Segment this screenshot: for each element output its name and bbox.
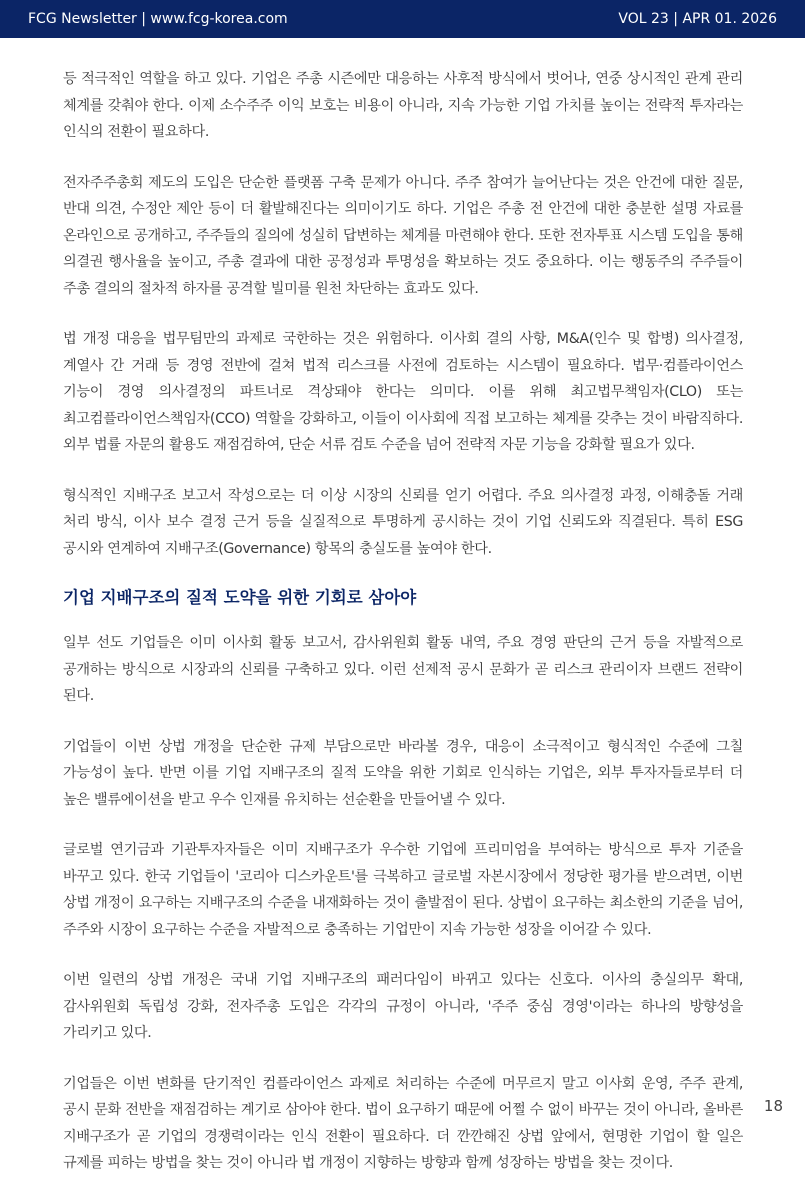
paragraph: 형식적인 지배구조 보고서 작성으로는 더 이상 시장의 신뢰를 얻기 어렵다. 주요 의사결정 과정, 이해충돌 거래 처리 방식, 이사 보수 결정 근거 등을 실질적으로 투명하게 공시하는 것이 기업 신뢰도와 직결된다. 특히 ESG 공시와 연계하여 지배구조(Governance) 항목의 충실도를 높여야 한다. [63, 487, 743, 557]
paragraph: 등 적극적인 역할을 하고 있다. 기업은 주총 시즌에만 대응하는 사후적 방식에서 벗어나, 연중 상시적인 관계 관리 체계를 갖춰야 한다. 이제 소수주주 이익 보호는 비용이 아니라, 지속 가능한 기업 가치를 높이는 전략적 투자라는 인식의 전환이 필요하다. [63, 71, 743, 140]
section-heading: 기업 지배구조의 질적 도약을 위한 기회로 삼아야 [63, 588, 417, 607]
publication-title: FCG Newsletter | www.fcg-korea.com [28, 11, 288, 27]
paragraph: 기업들은 이번 변화를 단기적인 컴플라이언스 과제로 처리하는 수준에 머무르지 말고 이사회 운영, 주주 관계, 공시 문화 전반을 재점검하는 계기로 삼아야 한다. 법이 요구하기 때문에 어쩔 수 없이 바꾸는 것이 아니라, 올바른 지배구조가 곧 기업의 경쟁력이라는 인식 전환이 필요하다. 더 깐깐해진 상법 앞에서, 현명한 기업이 할 일은 규제를 피하는 방법을 찾는 것이 아니라 법 개정이 지향하는 방향과 함께 성장하는 방법을 찾는 것이다. [63, 1075, 743, 1171]
paragraph: 법 개정 대응을 법무팀만의 과제로 국한하는 것은 위험하다. 이사회 결의 사항, M&A(인수 및 합병) 의사결정, 계열사 간 거래 등 경영 전반에 걸쳐 법적 리스크를 사전에 검토하는 시스템이 필요하다. 법무·컴플라이언스 기능이 경영 의사결정의 파트너로 격상돼야 한다는 의미다. 이를 위해 최고법무책임자(CLO) 또는 최고컴플라이언스책임자(CCO) 역할을 강화하고, 이들이 이사회에 직접 보고하는 체계를 갖추는 것이 바람직하다. 외부 법률 자문의 활용도 재점검하여, 단순 서류 검토 수준을 넘어 전략적 자문 기능을 강화할 필요가 있다. [63, 331, 743, 453]
paragraph: 전자주주총회 제도의 도입은 단순한 플랫폼 구축 문제가 아니다. 주주 참여가 늘어난다는 것은 안건에 대한 질문, 반대 의견, 수정안 제안 등이 더 활발해진다는 의미이기도 하다. 기업은 주총 전 안건에 대한 충분한 설명 자료를 온라인으로 공개하고, 주주들의 질의에 성실히 답변하는 체계를 마련해야 한다. 또한 전자투표 시스템 도입을 통해 의결권 행사율을 높이고, 주총 결과에 대한 공정성과 투명성을 확보하는 것도 중요하다. 이는 행동주의 주주들이 주총 결의의 절차적 하자를 공격할 빌미를 원천 차단하는 효과도 있다. [63, 174, 743, 297]
page-number: 18 [763, 1097, 783, 1115]
paragraph: 기업들이 이번 상법 개정을 단순한 규제 부담으로만 바라볼 경우, 대응이 소극적이고 형식적인 수준에 그칠 가능성이 높다. 반면 이를 기업 지배구조의 질적 도약을 위한 기회로 인식하는 기업은, 외부 투자자들로부터 더 높은 밸류에이션을 받고 우수 인재를 유치하는 선순환을 만들어낼 수 있다. [63, 738, 743, 808]
issue-info: VOL 23 | APR 01. 2026 [618, 11, 777, 27]
paragraph: 이번 일련의 상법 개정은 국내 기업 지배구조의 패러다임이 바뀌고 있다는 신호다. 이사의 충실의무 확대, 감사위원회 독립성 강화, 전자주총 도입은 각각의 규정이 아니라, '주주 중심 경영'이라는 하나의 방향성을 가리키고 있다. [63, 972, 743, 1041]
paragraph: 글로벌 연기금과 기관투자자들은 이미 지배구조가 우수한 기업에 프리미엄을 부여하는 방식으로 투자 기준을 바꾸고 있다. 한국 기업들이 '코리아 디스카운트'를 극복하고 글로벌 자본시장에서 정당한 평가를 받으려면, 이번 상법 개정이 요구하는 지배구조의 수준을 내재화하는 것이 출발점이 된다. 상법이 요구하는 최소한의 기준을 넘어, 주주와 시장이 요구하는 수준을 자발적으로 충족하는 기업만이 지속 가능한 성장을 이어갈 수 있다. [63, 842, 743, 938]
newsletter-header-bar [0, 0, 805, 38]
paragraph: 일부 선도 기업들은 이미 이사회 활동 보고서, 감사위원회 활동 내역, 주요 경영 판단의 근거 등을 자발적으로 공개하는 방식으로 시장과의 신뢰를 구축하고 있다. 이런 선제적 공시 문화가 곧 리스크 관리이자 브랜드 전략이 된다. [63, 635, 743, 704]
article-body [63, 66, 743, 1201]
